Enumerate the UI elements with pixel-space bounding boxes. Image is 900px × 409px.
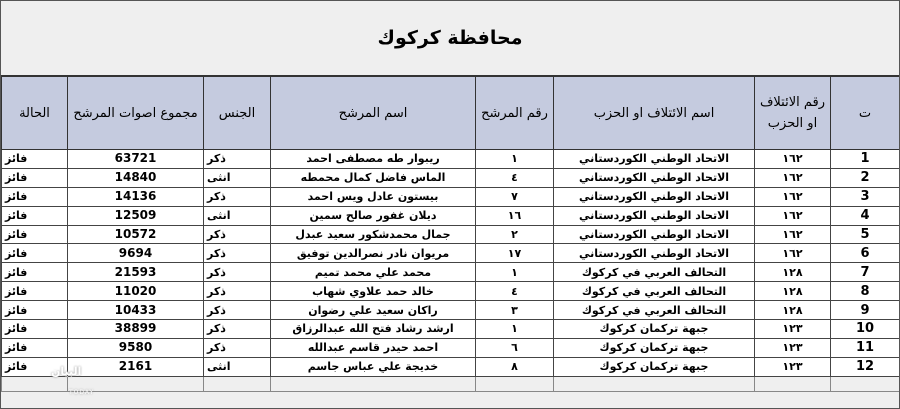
table-row bbox=[2, 301, 900, 320]
table-row bbox=[2, 263, 900, 282]
cell-seq: 5 bbox=[831, 225, 900, 244]
empty-cell bbox=[2, 376, 68, 391]
cell-seq: 3 bbox=[831, 187, 900, 206]
cell-seq: 2 bbox=[831, 168, 900, 187]
cell-name: جمال محمدشكور سعيد عبدل bbox=[271, 225, 476, 244]
cell-seq: 12 bbox=[831, 357, 900, 376]
cell-party: الاتحاد الوطني الكوردستاني bbox=[554, 150, 755, 169]
empty-cell bbox=[476, 376, 554, 391]
cell-name: احمد حيدر قاسم عبدالله bbox=[271, 338, 476, 357]
cell-party: الاتحاد الوطني الكوردستاني bbox=[554, 168, 755, 187]
cell-party: التحالف العربي في كركوك bbox=[554, 301, 755, 320]
watermark-subtext: TODAY bbox=[69, 389, 95, 396]
cell-party: جبهة تركمان كركوك bbox=[554, 338, 755, 357]
cell-name: خالد حمد علاوي شهاب bbox=[271, 282, 476, 301]
empty-cell bbox=[831, 376, 900, 391]
table-row bbox=[2, 206, 900, 225]
cell-votes: 38899 bbox=[68, 320, 204, 339]
header-name: اسم المرشح bbox=[271, 77, 476, 150]
empty-cell bbox=[68, 376, 204, 391]
cell-candidate-number: ٢ bbox=[476, 225, 554, 244]
empty-row bbox=[2, 376, 900, 391]
header-party-number-line2: او الحزب bbox=[767, 116, 818, 131]
cell-gender: ذكر bbox=[204, 282, 271, 301]
cell-gender: ذكر bbox=[204, 150, 271, 169]
cell-status: فائز bbox=[2, 187, 68, 206]
cell-party: الاتحاد الوطني الكوردستاني bbox=[554, 244, 755, 263]
cell-votes: 11020 bbox=[68, 282, 204, 301]
table-row bbox=[2, 187, 900, 206]
cell-party: التحالف العربي في كركوك bbox=[554, 263, 755, 282]
cell-party: الاتحاد الوطني الكوردستاني bbox=[554, 206, 755, 225]
cell-candidate-number: ١ bbox=[476, 320, 554, 339]
cell-party: التحالف العربي في كركوك bbox=[554, 282, 755, 301]
cell-votes: 14840 bbox=[68, 168, 204, 187]
cell-party: الاتحاد الوطني الكوردستاني bbox=[554, 187, 755, 206]
header-status: الحالة bbox=[2, 77, 68, 150]
cell-status: فائز bbox=[2, 357, 68, 376]
watermark-text: البيان bbox=[51, 365, 82, 378]
cell-party: جبهة تركمان كركوك bbox=[554, 357, 755, 376]
cell-seq: 6 bbox=[831, 244, 900, 263]
empty-cell bbox=[755, 376, 831, 391]
cell-name: بيستون عادل ويس احمد bbox=[271, 187, 476, 206]
cell-candidate-number: ٤ bbox=[476, 282, 554, 301]
cell-party-number: ١٦٢ bbox=[755, 168, 831, 187]
table-row bbox=[2, 150, 900, 169]
cell-party-number: ١٢٣ bbox=[755, 320, 831, 339]
cell-gender: انثى bbox=[204, 168, 271, 187]
cell-party-number: ١٦٢ bbox=[755, 225, 831, 244]
header-party-number bbox=[755, 77, 831, 150]
cell-votes: 9694 bbox=[68, 244, 204, 263]
cell-name: مريوان نادر نصرالدين توفيق bbox=[271, 244, 476, 263]
cell-name: ريبوار طه مصطفى احمد bbox=[271, 150, 476, 169]
cell-votes: 63721 bbox=[68, 150, 204, 169]
cell-party-number: ١٢٣ bbox=[755, 338, 831, 357]
cell-gender: ذكر bbox=[204, 301, 271, 320]
sheet-title: محافظة كركوك bbox=[377, 27, 523, 49]
cell-status: فائز bbox=[2, 282, 68, 301]
cell-candidate-number: ٣ bbox=[476, 301, 554, 320]
cell-seq: 8 bbox=[831, 282, 900, 301]
cell-party: جبهة تركمان كركوك bbox=[554, 320, 755, 339]
cell-status: فائز bbox=[2, 301, 68, 320]
cell-seq: 7 bbox=[831, 263, 900, 282]
table-body bbox=[2, 150, 900, 392]
cell-votes: 2161 bbox=[68, 357, 204, 376]
cell-votes: 14136 bbox=[68, 187, 204, 206]
cell-candidate-number: ١٧ bbox=[476, 244, 554, 263]
cell-candidate-number: ٧ bbox=[476, 187, 554, 206]
cell-candidate-number: ٦ bbox=[476, 338, 554, 357]
cell-votes: 21593 bbox=[68, 263, 204, 282]
cell-gender: انثى bbox=[204, 206, 271, 225]
cell-gender: ذكر bbox=[204, 187, 271, 206]
cell-party-number: ١٦٢ bbox=[755, 206, 831, 225]
cell-candidate-number: ٨ bbox=[476, 357, 554, 376]
cell-gender: ذكر bbox=[204, 225, 271, 244]
cell-seq: 1 bbox=[831, 150, 900, 169]
cell-party-number: ١٢٣ bbox=[755, 357, 831, 376]
cell-seq: 10 bbox=[831, 320, 900, 339]
cell-gender: انثى bbox=[204, 357, 271, 376]
cell-candidate-number: ١٦ bbox=[476, 206, 554, 225]
title-row bbox=[1, 1, 899, 76]
header-party-number-line1: رقم الائتلاف bbox=[759, 95, 826, 110]
empty-cell bbox=[554, 376, 755, 391]
cell-votes: 12509 bbox=[68, 206, 204, 225]
cell-party-number: ١٢٨ bbox=[755, 282, 831, 301]
results-table bbox=[1, 76, 900, 392]
cell-candidate-number: ٤ bbox=[476, 168, 554, 187]
table-row bbox=[2, 225, 900, 244]
cell-name: ارشد رشاد فتح الله عبدالرزاق bbox=[271, 320, 476, 339]
cell-gender: ذكر bbox=[204, 338, 271, 357]
cell-votes: 10433 bbox=[68, 301, 204, 320]
table-row bbox=[2, 282, 900, 301]
cell-name: ديلان غفور صالح سمين bbox=[271, 206, 476, 225]
empty-cell bbox=[271, 376, 476, 391]
cell-name: خديجة علي عباس جاسم bbox=[271, 357, 476, 376]
cell-gender: ذكر bbox=[204, 244, 271, 263]
cell-party-number: ١٢٨ bbox=[755, 263, 831, 282]
header-row bbox=[2, 77, 900, 150]
cell-candidate-number: ١ bbox=[476, 150, 554, 169]
cell-name: الماس فاضل كمال محمطه bbox=[271, 168, 476, 187]
cell-candidate-number: ١ bbox=[476, 263, 554, 282]
header-votes: مجموع اصوات المرشح bbox=[68, 77, 204, 150]
cell-gender: ذكر bbox=[204, 263, 271, 282]
header-seq: ت bbox=[831, 77, 900, 150]
table-row bbox=[2, 357, 900, 376]
cell-status: فائز bbox=[2, 338, 68, 357]
cell-seq: 4 bbox=[831, 206, 900, 225]
table-row bbox=[2, 320, 900, 339]
cell-party: الاتحاد الوطني الكوردستاني bbox=[554, 225, 755, 244]
cell-status: فائز bbox=[2, 244, 68, 263]
cell-status: فائز bbox=[2, 150, 68, 169]
cell-gender: ذكر bbox=[204, 320, 271, 339]
empty-cell bbox=[204, 376, 271, 391]
cell-status: فائز bbox=[2, 225, 68, 244]
cell-status: فائز bbox=[2, 206, 68, 225]
header-gender: الجنس bbox=[204, 77, 271, 150]
cell-status: فائز bbox=[2, 168, 68, 187]
header-party: اسم الائتلاف او الحزب bbox=[554, 77, 755, 150]
cell-votes: 9580 bbox=[68, 338, 204, 357]
cell-status: فائز bbox=[2, 263, 68, 282]
cell-votes: 10572 bbox=[68, 225, 204, 244]
cell-party-number: ١٦٢ bbox=[755, 187, 831, 206]
cell-seq: 11 bbox=[831, 338, 900, 357]
cell-party-number: ١٢٨ bbox=[755, 301, 831, 320]
header-candidate-number: رقم المرشح bbox=[476, 77, 554, 150]
cell-name: محمد علي محمد تميم bbox=[271, 263, 476, 282]
cell-party-number: ١٦٢ bbox=[755, 150, 831, 169]
table-row bbox=[2, 338, 900, 357]
cell-party-number: ١٦٢ bbox=[755, 244, 831, 263]
table-row bbox=[2, 168, 900, 187]
cell-status: فائز bbox=[2, 320, 68, 339]
cell-seq: 9 bbox=[831, 301, 900, 320]
cell-name: راكان سعيد علي رضوان bbox=[271, 301, 476, 320]
table-row bbox=[2, 244, 900, 263]
